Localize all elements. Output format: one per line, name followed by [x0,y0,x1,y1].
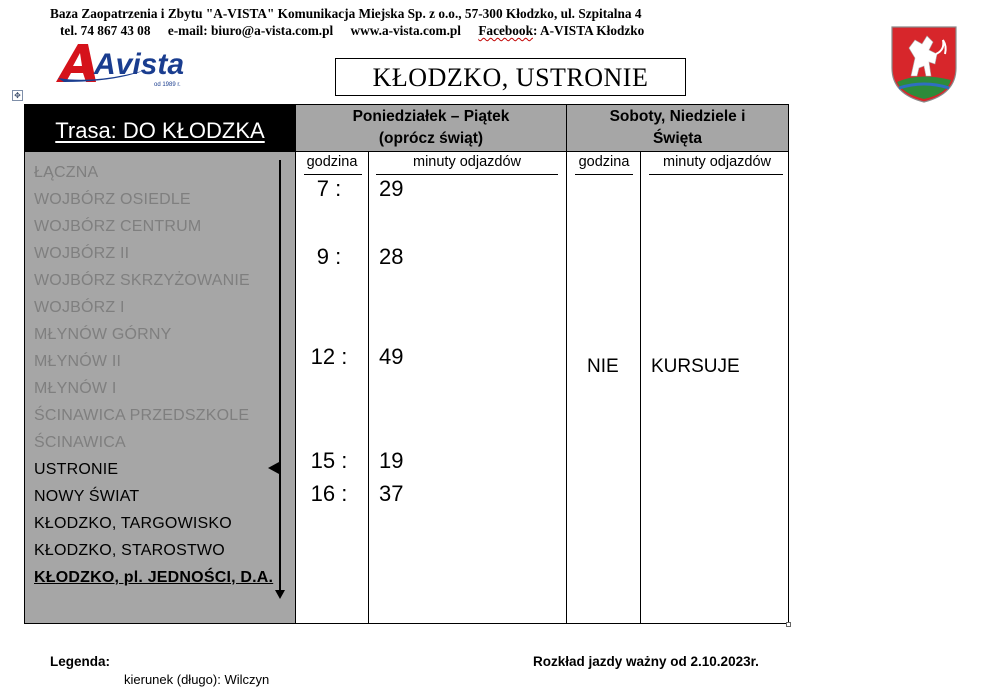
weekend-header: Soboty, Niedziele i Święta [567,105,789,152]
stop-item: KŁODZKO, STAROSTWO [34,542,225,559]
stop-item: KŁODZKO, TARGOWISKO [34,515,232,532]
header-underline [649,174,783,175]
weekday-header: Poniedziałek – Piątek (oprócz świąt) [296,105,567,152]
hour-column-label: godzina [578,154,630,170]
header-underline [575,174,633,175]
header-underline [376,174,558,175]
stop-item: USTRONIE [34,461,119,478]
validity-date: Rozkład jazdy ważny od 2.10.2023r. [533,654,759,669]
stop-item: MŁYNÓW GÓRNY [34,326,172,343]
weekend-departures [567,152,789,624]
company-contacts [60,23,644,39]
route-direction-arrow [279,160,281,592]
departure-hour: 16 : [310,481,348,506]
stop-item: ŚCINAWICA PRZEDSZKOLE [34,407,250,424]
stops-list [25,152,296,624]
route-direction-header: Trasa: DO KŁODZKA [25,105,296,152]
stop-item: ŁĄCZNA [34,164,99,181]
svg-text:Avista: Avista [94,48,185,81]
header-underline [304,174,362,175]
company-phone: tel. 74 867 43 08 [60,23,151,38]
stop-item: WOJBÓRZ I [34,299,125,316]
table-resize-handle[interactable] [786,622,791,627]
klodzko-coat-of-arms [889,24,959,104]
departure-minutes: 37 [379,481,404,506]
hour-column-label: godzina [306,154,358,170]
company-website: www.a-vista.com.pl [350,23,461,38]
stop-item: WOJBÓRZ II [34,245,130,262]
stop-item: NOWY ŚWIAT [34,488,140,505]
stop-item: KŁODZKO, pl. JEDNOŚCI, D.A. [34,569,274,586]
minutes-column-label: minuty odjazdów [413,154,521,170]
departure-minutes: 49 [379,344,404,369]
page-title: KŁODZKO, USTRONIE [335,58,686,96]
departure-hour: 12 : [310,344,348,369]
minutes-column-label: minuty odjazdów [663,154,771,170]
stop-item: ŚCINAWICA [34,434,126,451]
departure-hour: 15 : [310,448,348,473]
company-facebook: Facebook: A-VISTA Kłodzko [478,23,645,38]
stop-item: WOJBÓRZ SKRZYŻOWANIE [34,272,250,289]
departure-minutes: 19 [379,448,404,473]
weekday-departures [296,152,567,624]
departure-hour: 7 : [316,176,342,201]
current-stop-marker-icon [268,462,279,474]
company-address: Baza Zaopatrzenia i Zbytu "A-VISTA" Komunikacja Miejska Sp. z o.o., 57-300 Kłodzko, ul. Szpitalna 4 [50,6,642,21]
table-move-handle-icon[interactable]: ✥ [12,90,23,101]
stop-item: MŁYNÓW I [34,380,117,397]
departure-minutes: 29 [379,176,404,201]
weekend-notice-no: NIE [587,356,619,377]
svg-text:od 1989 r.: od 1989 r. [154,82,181,88]
company-email: e-mail: biuro@a-vista.com.pl [167,23,334,38]
column-divider [640,152,641,623]
column-divider [368,152,369,623]
avista-logo [54,40,194,88]
weekend-notice-runs: KURSUJE [651,356,740,377]
legend-title: Legenda: [50,654,111,669]
legend-cut-line: kierunek (długo): Wilczyn [124,672,270,687]
timetable [24,104,789,624]
stop-item: WOJBÓRZ OSIEDLE [34,191,191,208]
arrow-down-icon [275,590,285,599]
stop-item: MŁYNÓW II [34,353,122,370]
departure-hour: 9 : [316,244,342,269]
stop-item: WOJBÓRZ CENTRUM [34,218,202,235]
departure-minutes: 28 [379,244,404,269]
